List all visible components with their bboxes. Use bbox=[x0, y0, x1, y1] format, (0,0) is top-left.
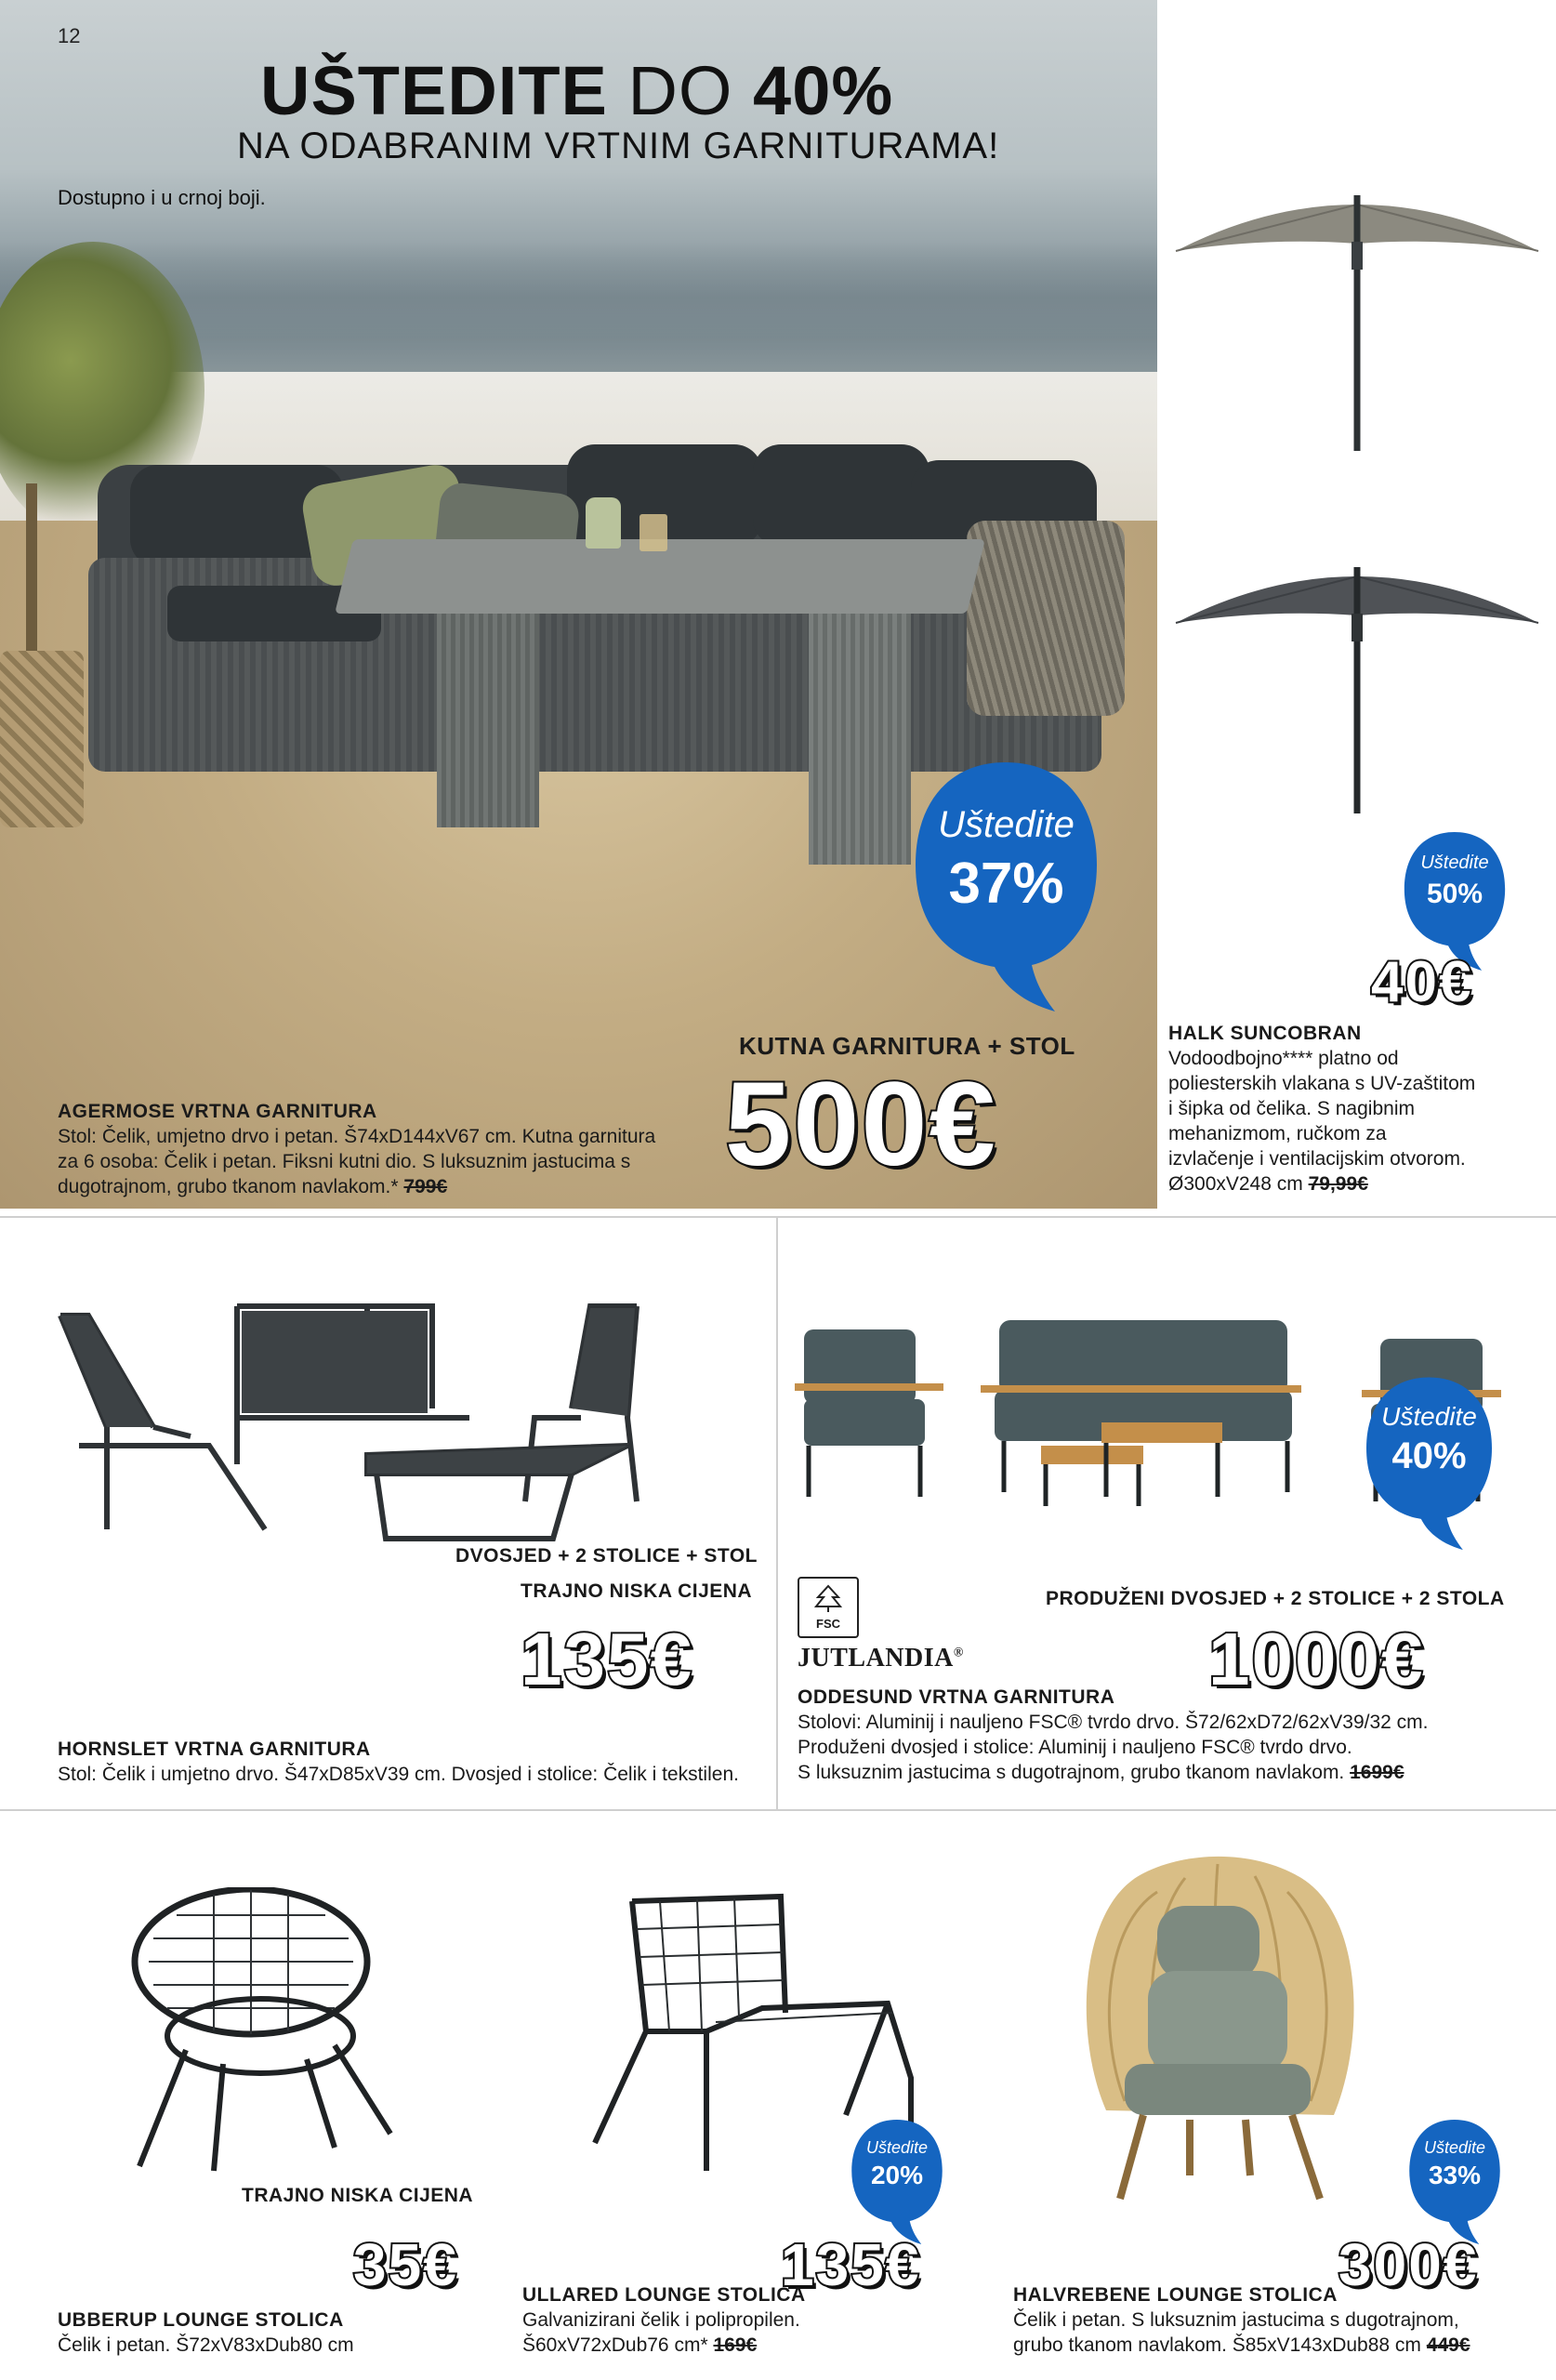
hornslet-set-label: DVOSJED + 2 STOLICE + STOL bbox=[455, 1545, 758, 1567]
product-desc-line: Stol: Čelik, umjetno drvo i petan. Š74xD144xV67 cm. Kutna garnitura bbox=[58, 1126, 656, 1147]
halvrebene-info bbox=[1013, 2282, 1552, 2358]
product-name: ULLARED LOUNGE STOLICA bbox=[522, 2284, 806, 2306]
halk-price: 40€ bbox=[1371, 950, 1473, 1014]
hornslet-price-note: TRAJNO NISKA CIJENA bbox=[521, 1580, 753, 1602]
page-subheadline: NA ODABRANIM VRTNIM GARNITURAMA! bbox=[237, 126, 1000, 166]
product-desc-text: S luksuznim jastucima s dugotrajnom, grubo tkanom navlakom. bbox=[798, 1762, 1345, 1783]
agermose-set-label: KUTNA GARNITURA + STOL bbox=[739, 1032, 1075, 1060]
product-desc-line: Čelik i petan. S luksuznim jastucima s dugotrajnom, bbox=[1013, 2309, 1459, 2331]
old-price: 79,99€ bbox=[1308, 1173, 1368, 1195]
headline-percent: 40% bbox=[753, 52, 894, 129]
product-desc-line: za 6 osoba: Čelik i petan. Fiksni kutni dio. S luksuznim jastucima s bbox=[58, 1151, 631, 1172]
divider bbox=[776, 1216, 778, 1811]
badge-percent: 40% bbox=[1391, 1435, 1467, 1476]
hornslet-info bbox=[58, 1737, 773, 1787]
badge-label: Uštedite bbox=[938, 804, 1075, 845]
ullared-info bbox=[522, 2282, 1006, 2358]
badge-percent: 50% bbox=[1426, 879, 1483, 909]
page-headline bbox=[260, 51, 893, 130]
old-price: 449€ bbox=[1426, 2334, 1470, 2356]
lantern bbox=[586, 497, 621, 549]
page-number: 12 bbox=[58, 24, 81, 47]
product-desc-line bbox=[58, 1174, 708, 1199]
product-desc-line: Čelik i petan. Š72xV83xDub80 cm bbox=[58, 2334, 354, 2356]
back-cushion bbox=[753, 444, 930, 547]
product-desc-line: poliesterskih vlakana s UV-zaštitom bbox=[1168, 1073, 1476, 1094]
product-desc-line bbox=[798, 1760, 1550, 1785]
product-name: ODDESUND VRTNA GARNITURA bbox=[798, 1686, 1115, 1708]
product-name: UBBERUP LOUNGE STOLICA bbox=[58, 2309, 344, 2331]
table-leg bbox=[809, 604, 911, 865]
product-desc-text: grubo tkanom navlakom. Š85xV143xDub88 cm bbox=[1013, 2334, 1421, 2356]
save-badge-oddesund bbox=[1366, 1376, 1492, 1553]
product-name: HALVREBENE LOUNGE STOLICA bbox=[1013, 2284, 1338, 2306]
oddesund-set-label: PRODUŽENI DVOSJED + 2 STOLICE + 2 STOLA bbox=[1046, 1588, 1505, 1609]
umbrella-grey-image bbox=[1167, 558, 1548, 827]
product-desc-line bbox=[1168, 1171, 1540, 1197]
save-badge-agermose bbox=[916, 762, 1097, 1013]
save-badge-ullared bbox=[851, 2120, 943, 2245]
headline-save: UŠTEDITE bbox=[260, 52, 608, 129]
oddesund-price: 1000€ bbox=[1208, 1618, 1425, 1700]
fsc-label: FSC bbox=[816, 1617, 840, 1631]
wicker-basket bbox=[0, 651, 84, 827]
registered-mark: ® bbox=[953, 1646, 964, 1660]
ubberup-chair-image bbox=[112, 1887, 409, 2175]
product-desc-line: Stol: Čelik i umjetno drvo. Š47xD85xV39 cm. Dvosjed i stolice: Čelik i tekstilen. bbox=[58, 1764, 739, 1785]
product-desc-line: i šipka od čelika. S nagibnim bbox=[1168, 1098, 1415, 1119]
halk-info bbox=[1168, 1021, 1540, 1197]
product-desc-text: Ø300xV248 cm bbox=[1168, 1173, 1303, 1195]
ubberup-info bbox=[58, 2307, 541, 2358]
divider bbox=[0, 1216, 1556, 1218]
badge-percent: 20% bbox=[870, 2161, 924, 2189]
product-name: HORNSLET VRTNA GARNITURA bbox=[58, 1739, 371, 1760]
brand-jutlandia bbox=[798, 1644, 964, 1673]
halvrebene-chair-image bbox=[1069, 1850, 1366, 2203]
product-name: AGERMOSE VRTNA GARNITURA bbox=[58, 1101, 377, 1122]
product-desc-line bbox=[1013, 2333, 1552, 2358]
product-desc-line: Vodoodbojno**** platno od bbox=[1168, 1048, 1399, 1069]
oddesund-info bbox=[798, 1685, 1550, 1785]
old-price: 1699€ bbox=[1350, 1762, 1404, 1783]
glass bbox=[640, 514, 667, 551]
badge-label: Uštedite bbox=[865, 2138, 929, 2157]
ubberup-price-note: TRAJNO NISKA CIJENA bbox=[242, 2185, 474, 2206]
product-desc-line: Galvanizirani čelik i polipropilen. bbox=[522, 2309, 800, 2331]
product-desc-line: izvlačenje i ventilacijskim otvorom. bbox=[1168, 1148, 1466, 1170]
badge-label: Uštedite bbox=[1420, 853, 1489, 873]
badge-label: Uštedite bbox=[1381, 1402, 1477, 1431]
divider bbox=[0, 1809, 1556, 1811]
save-badge-halvrebene bbox=[1408, 2120, 1501, 2245]
ubberup-price: 35€ bbox=[353, 2231, 458, 2298]
product-desc-line bbox=[522, 2333, 1006, 2358]
product-desc-text: dugotrajnom, grubo tkanom navlakom.* bbox=[58, 1176, 399, 1197]
agermose-info bbox=[58, 1099, 708, 1199]
badge-percent: 37% bbox=[948, 852, 1064, 916]
table-leg bbox=[437, 604, 539, 827]
product-desc-line: Produženi dvosjed i stolice: Aluminij i nauljeno FSC® tvrdo drvo. bbox=[798, 1737, 1352, 1758]
badge-label: Uštedite bbox=[1423, 2138, 1486, 2157]
halvrebene-price: 300€ bbox=[1338, 2231, 1479, 2298]
hornslet-set-image bbox=[51, 1288, 646, 1557]
product-name: HALK SUNCOBRAN bbox=[1168, 1023, 1362, 1044]
product-desc-line: Stolovi: Aluminij i nauljeno FSC® tvrdo drvo. Š72/62xD72/62xV39/32 cm. bbox=[798, 1712, 1429, 1733]
ullared-price: 135€ bbox=[781, 2231, 921, 2298]
hornslet-price: 135€ bbox=[521, 1618, 693, 1700]
product-desc-line: mehanizmom, ručkom za bbox=[1168, 1123, 1387, 1144]
old-price: 169€ bbox=[713, 2334, 758, 2356]
agermose-price: 500€ bbox=[725, 1058, 997, 1191]
umbrella-beige-image bbox=[1167, 186, 1548, 465]
fsc-logo bbox=[798, 1577, 859, 1638]
badge-percent: 33% bbox=[1428, 2161, 1482, 2189]
fsc-tree-icon bbox=[812, 1584, 844, 1612]
availability-note: Dostupno i u crnoj boji. bbox=[58, 186, 266, 209]
product-desc-text: Š60xV72xDub76 cm* bbox=[522, 2334, 708, 2356]
headline-up-to: DO bbox=[627, 52, 733, 129]
throw-blanket bbox=[967, 521, 1125, 716]
brand-name: JUTLANDIA bbox=[798, 1644, 954, 1673]
hero-photo bbox=[0, 0, 1157, 1209]
old-price: 799€ bbox=[403, 1176, 448, 1197]
